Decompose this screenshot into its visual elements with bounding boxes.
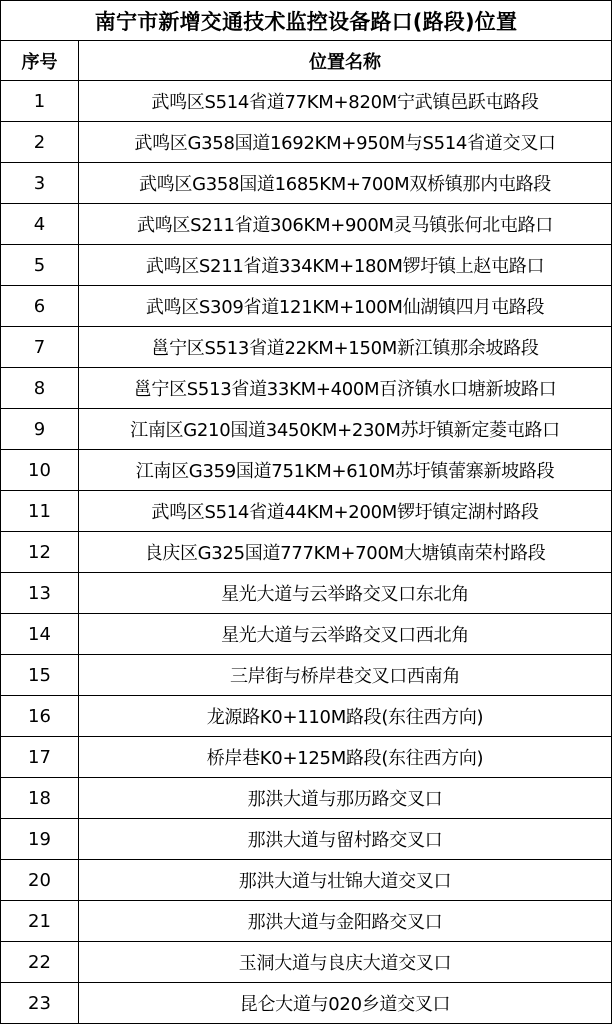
row-number: 23 (1, 983, 79, 1024)
row-number: 3 (1, 163, 79, 204)
location-name: 武鸣区S514省道77KM+820M宁武镇邑跃屯路段 (79, 81, 612, 122)
row-number: 17 (1, 737, 79, 778)
column-header-location: 位置名称 (79, 41, 612, 81)
table-body (1, 81, 612, 1024)
location-name: 玉洞大道与良庆大道交叉口 (79, 942, 612, 983)
row-number: 11 (1, 491, 79, 532)
table-row (1, 983, 612, 1024)
row-number: 4 (1, 204, 79, 245)
location-name: 星光大道与云举路交叉口东北角 (79, 573, 612, 614)
location-name: 那洪大道与留村路交叉口 (79, 819, 612, 860)
location-name: 桥岸巷K0+125M路段(东往西方向) (79, 737, 612, 778)
row-number: 1 (1, 81, 79, 122)
location-name: 邕宁区S513省道33KM+400M百济镇水口塘新坡路口 (79, 368, 612, 409)
row-number: 16 (1, 696, 79, 737)
row-number: 10 (1, 450, 79, 491)
location-name: 那洪大道与金阳路交叉口 (79, 901, 612, 942)
table-row (1, 696, 612, 737)
table-row (1, 163, 612, 204)
location-name: 武鸣区S309省道121KM+100M仙湖镇四月屯路段 (79, 286, 612, 327)
title-row (1, 1, 612, 41)
row-number: 6 (1, 286, 79, 327)
table-title: 南宁市新增交通技术监控设备路口(路段)位置 (1, 1, 612, 41)
header-row (1, 41, 612, 81)
row-number: 20 (1, 860, 79, 901)
location-name: 邕宁区S513省道22KM+150M新江镇那余坡路段 (79, 327, 612, 368)
row-number: 12 (1, 532, 79, 573)
table-row (1, 491, 612, 532)
table-row (1, 286, 612, 327)
table-row (1, 942, 612, 983)
table-row (1, 778, 612, 819)
table-row (1, 860, 612, 901)
row-number: 13 (1, 573, 79, 614)
table-row (1, 245, 612, 286)
location-name: 昆仑大道与020乡道交叉口 (79, 983, 612, 1024)
location-name: 武鸣区S211省道306KM+900M灵马镇张何北屯路口 (79, 204, 612, 245)
table-row (1, 368, 612, 409)
row-number: 15 (1, 655, 79, 696)
table-row (1, 122, 612, 163)
location-name: 那洪大道与壮锦大道交叉口 (79, 860, 612, 901)
table-row (1, 81, 612, 122)
row-number: 21 (1, 901, 79, 942)
location-name: 江南区G359国道751KM+610M苏圩镇蕾寨新坡路段 (79, 450, 612, 491)
row-number: 14 (1, 614, 79, 655)
location-name: 那洪大道与那历路交叉口 (79, 778, 612, 819)
table-row (1, 901, 612, 942)
table-row (1, 614, 612, 655)
row-number: 19 (1, 819, 79, 860)
location-name: 龙源路K0+110M路段(东往西方向) (79, 696, 612, 737)
table-row (1, 737, 612, 778)
column-header-no: 序号 (1, 41, 79, 81)
location-name: 武鸣区S211省道334KM+180M锣圩镇上赵屯路口 (79, 245, 612, 286)
row-number: 7 (1, 327, 79, 368)
location-name: 江南区G210国道3450KM+230M苏圩镇新定菱屯路口 (79, 409, 612, 450)
table-row (1, 204, 612, 245)
location-name: 星光大道与云举路交叉口西北角 (79, 614, 612, 655)
table-row (1, 655, 612, 696)
table-row (1, 532, 612, 573)
table-row (1, 450, 612, 491)
row-number: 9 (1, 409, 79, 450)
table-row (1, 573, 612, 614)
table-row (1, 819, 612, 860)
table-row (1, 409, 612, 450)
row-number: 2 (1, 122, 79, 163)
row-number: 22 (1, 942, 79, 983)
table-row (1, 327, 612, 368)
row-number: 18 (1, 778, 79, 819)
location-name: 武鸣区S514省道44KM+200M锣圩镇定湖村路段 (79, 491, 612, 532)
location-name: 武鸣区G358国道1685KM+700M双桥镇那内屯路段 (79, 163, 612, 204)
location-name: 武鸣区G358国道1692KM+950M与S514省道交叉口 (79, 122, 612, 163)
location-name: 良庆区G325国道777KM+700M大塘镇南荣村路段 (79, 532, 612, 573)
row-number: 5 (1, 245, 79, 286)
row-number: 8 (1, 368, 79, 409)
location-name: 三岸街与桥岸巷交叉口西南角 (79, 655, 612, 696)
